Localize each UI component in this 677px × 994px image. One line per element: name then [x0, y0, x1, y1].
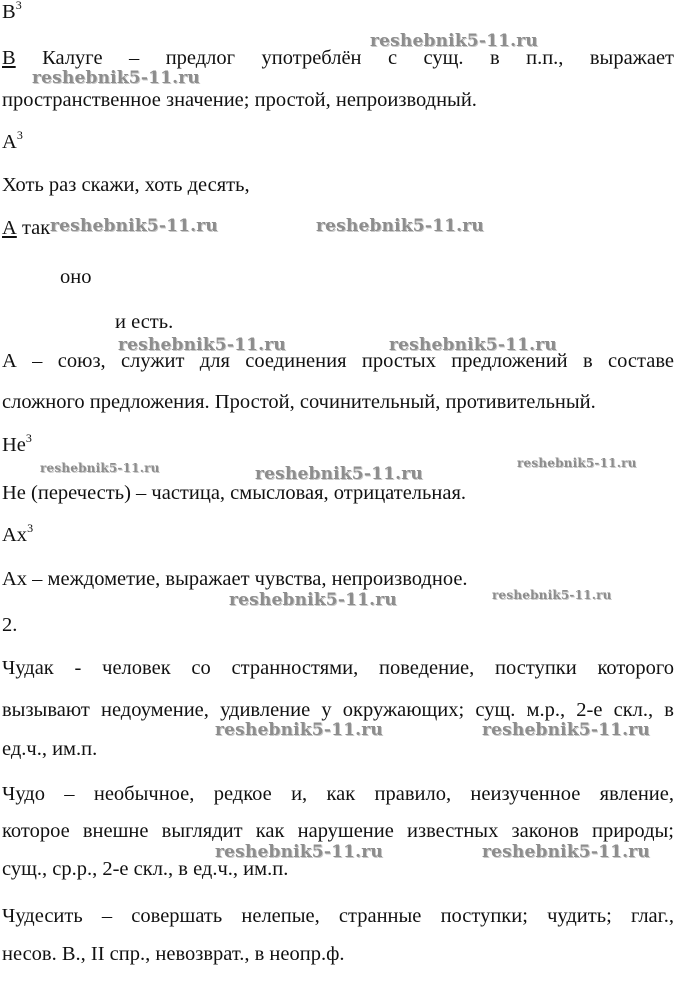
watermark: reshebnik5-11.ru — [40, 461, 160, 475]
paragraph-chudo-line3: сущ., ср.р., 2-е скл., в ед.ч., им.п. — [2, 858, 289, 880]
watermark: reshebnik5-11.ru — [118, 335, 286, 355]
paragraph-ne: Не (перечесть) – частица, смысловая, отрицательная. — [2, 482, 466, 504]
watermark: reshebnik5-11.ru — [215, 720, 383, 740]
paragraph-chudesit-line2: несов. В., II спр., невозврат., в неопр.ф. — [2, 943, 345, 965]
watermark: reshebnik5-11.ru — [229, 590, 397, 610]
paragraph-chudak-line3: ед.ч., им.п. — [2, 738, 98, 760]
watermark: reshebnik5-11.ru — [482, 720, 650, 740]
heading-v: $В^3$ — [2, 0, 22, 23]
heading-a: $А^3$ — [2, 128, 23, 153]
watermark: reshebnik5-11.ru — [215, 842, 383, 862]
paragraph-chudesit-line1: Чудесить – совершать нелепые, странные поступки; чудить; глаг., — [2, 905, 674, 927]
heading-ax: $Ах^3$ — [2, 521, 34, 546]
paragraph-a-line2: сложного предложения. Простой, сочинительный, противительный. — [2, 391, 596, 413]
watermark: reshebnik5-11.ru — [50, 216, 218, 236]
paragraph-v-line1: В Калуге – предлог употреблён с сущ. в п.п., выражает — [2, 47, 674, 69]
heading-ne: $Не^3$ — [2, 431, 32, 456]
paragraph-a-line1: А – союз, служит для соединения простых предложений в составе — [2, 350, 674, 372]
watermark: reshebnik5-11.ru — [492, 588, 612, 602]
quote-line1: Хоть раз скажи, хоть десять, — [2, 174, 250, 196]
quote-line4: и есть. — [115, 311, 174, 333]
quote-line3: оно — [60, 266, 92, 288]
watermark: reshebnik5-11.ru — [316, 216, 484, 236]
watermark: reshebnik5-11.ru — [32, 68, 200, 88]
paragraph-chudak-line2: вызывают недоумение, удивление у окружающих; сущ. м.р., 2-е скл., в — [2, 699, 674, 721]
section-number: 2. — [2, 614, 18, 636]
watermark: reshebnik5-11.ru — [389, 335, 557, 355]
watermark: reshebnik5-11.ru — [255, 464, 423, 484]
paragraph-v-line2: пространственное значение; простой, непроизводный. — [2, 89, 477, 111]
watermark: reshebnik5-11.ru — [482, 842, 650, 862]
paragraph-chudo-line1: Чудо – необычное, редкое и, как правило, неизученное явление, — [2, 783, 674, 805]
paragraph-chudak-line1: Чудак - человек со странностями, поведение, поступки которого — [2, 657, 674, 679]
watermark: reshebnik5-11.ru — [517, 456, 637, 470]
quote-line2: А так — [2, 217, 51, 239]
paragraph-chudo-line2: которое внешне выглядит как нарушение известных законов природы; — [2, 820, 674, 842]
paragraph-ax: Ах – междометие, выражает чувства, непроизводное. — [2, 568, 468, 590]
watermark: reshebnik5-11.ru — [370, 31, 538, 51]
